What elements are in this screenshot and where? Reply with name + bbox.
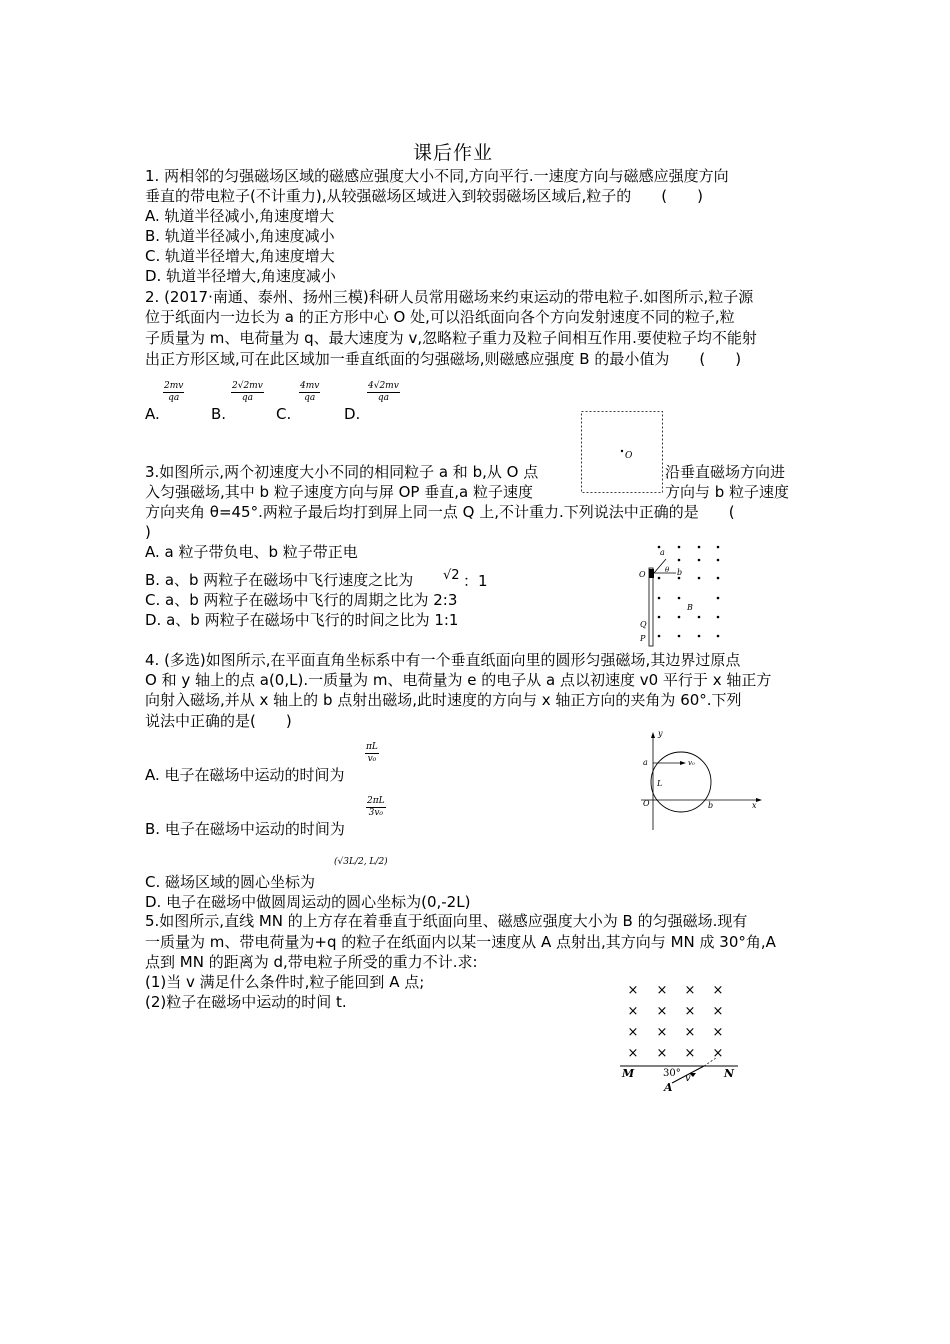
q5-subquestion-1: (1)当 v 满足什么条件时,粒子能回到 A 点;: [145, 973, 425, 991]
field-cross-mark: ×: [627, 1046, 639, 1061]
svg-text:M: M: [622, 1067, 635, 1080]
q4-option-c: C. 磁场区域的圆心坐标为: [145, 873, 316, 891]
page-title: 课后作业: [413, 142, 494, 164]
q2-stem-line4: 出正方形区域,可在此区域加一垂直纸面的匀强磁场,则磁感应强度 B 的最小值为 ( ): [145, 350, 742, 368]
svg-text:v₀: v₀: [688, 759, 695, 767]
q2-option-c-fraction: $\frac{4mv}{qa}$: [300, 381, 320, 403]
q2-option-d-letter: D.: [344, 405, 361, 423]
svg-text:O: O: [643, 799, 650, 808]
q5-field-figure: [620, 980, 740, 1092]
q3-option-b: B. a、b 两粒子在磁场中飞行速度之比为: [145, 571, 414, 589]
q3-stem-line1a: 3.如图所示,两个初速度大小不同的相同粒子 a 和 b,从 O 点: [145, 463, 539, 481]
field-cross-mark: ×: [627, 1004, 639, 1019]
q3-option-b-root: √2: [443, 568, 460, 583]
svg-text:θ: θ: [665, 566, 670, 574]
q3-stem-line2b: 方向与 b 粒子速度: [665, 483, 790, 501]
q3-option-c: C. a、b 两粒子在磁场中飞行的周期之比为 2:3: [145, 591, 458, 609]
q2-option-b-letter: B.: [211, 405, 227, 423]
field-cross-mark: ×: [627, 983, 639, 998]
svg-text:30°: 30°: [663, 1068, 681, 1079]
svg-text:a: a: [643, 758, 648, 767]
q4-stem-line1: 4. (多选)如图所示,在平面直角坐标系中有一个垂直纸面向里的圆形匀强磁场,其边界过原点: [145, 651, 741, 669]
q5-subquestion-2: (2)粒子在磁场中运动的时间 t.: [145, 993, 347, 1011]
q1-stem-line1: 1. 两相邻的匀强磁场区域的磁感应强度大小不同,方向平行.一速度方向与磁感应强度方向: [145, 167, 729, 185]
q3-stem-line3: 方向夹角 θ=45°.两粒子最后均打到屏上同一点 Q 上,不计重力.下列说法中正确的是 (: [145, 503, 735, 521]
svg-text:B: B: [687, 603, 693, 612]
svg-text:P: P: [640, 634, 646, 643]
field-cross-mark: ×: [712, 983, 724, 998]
q2-option-b-fraction: $\frac{2√2mv}{qa}$: [232, 381, 263, 403]
svg-text:y: y: [658, 729, 663, 738]
q3-stem-line2a: 入匀强磁场,其中 b 粒子速度方向与屏 OP 垂直,a 粒子速度: [145, 483, 533, 501]
q2-stem-line1: 2. (2017·南通、泰州、扬州三模)科研人员常用磁场来约束运动的带电粒子.如图所示,粒子源: [145, 288, 754, 306]
q4-option-b-fraction: $\frac{2\pi L}{\text{3v₀}}$: [367, 796, 385, 818]
q1-option-a: A. 轨道半径减小,角速度增大: [145, 207, 335, 225]
svg-text:O: O: [639, 570, 646, 579]
q3-stem-line4: ): [145, 523, 151, 541]
q2-option-a-fraction: $\frac{2mv}{qa}$: [164, 381, 184, 403]
field-cross-mark: ×: [656, 1025, 668, 1040]
q4-stem-line3: 向射入磁场,并从 x 轴上的 b 点射出磁场,此时速度的方向与 x 轴正方向的夹角为 60°.下列: [145, 691, 742, 709]
svg-text:Q: Q: [640, 620, 647, 629]
q4-stem-line2: O 和 y 轴上的点 a(0,L).一质量为 m、电荷量为 e 的电子从 a 点以初速度 v0 平行于 x 轴正方: [145, 671, 772, 689]
q2-stem-line3: 子质量为 m、电荷量为 q、最大速度为 v,忽略粒子重力及粒子间相互作用.要使粒子均不能射: [145, 329, 757, 347]
q3-option-b-ratio-tail: ：1: [463, 572, 488, 590]
q1-option-d: D. 轨道半径增大,角速度减小: [145, 267, 336, 285]
q2-option-c-letter: C.: [276, 405, 292, 423]
q3-stem-line1b: 沿垂直磁场方向进: [665, 463, 786, 481]
q3-option-d: D. a、b 两粒子在磁场中飞行的时间之比为 1:1: [145, 611, 459, 629]
field-cross-mark: ×: [684, 1046, 696, 1061]
q5-stem-line2: 一质量为 m、带电荷量为+q 的粒子在纸面内以某一速度从 A 点射出,其方向与 MN 成 30°角,A: [145, 933, 776, 951]
svg-text:L: L: [657, 779, 663, 788]
field-cross-mark: ×: [656, 1004, 668, 1019]
field-cross-mark: ×: [712, 1025, 724, 1040]
svg-text:a: a: [660, 548, 665, 557]
svg-text:b: b: [677, 568, 683, 577]
q5-stem-line1: 5.如图所示,直线 MN 的上方存在着垂直于纸面向里、磁感应强度大小为 B 的匀强磁场.现有: [145, 912, 748, 930]
q2-option-a-letter: A.: [145, 405, 160, 423]
q2-square-figure: [581, 411, 663, 493]
q4-option-a-fraction: $\frac{\pi L}{\text{v₀}}$: [366, 742, 378, 764]
q1-stem-line2: 垂直的带电粒子(不计重力),从较强磁场区域进入到较弱磁场区域后,粒子的 ( ): [145, 187, 703, 205]
field-cross-mark: ×: [656, 983, 668, 998]
q1-option-b: B. 轨道半径减小,角速度减小: [145, 227, 335, 245]
q2-option-d-fraction: $\frac{4√2mv}{qa}$: [368, 381, 399, 403]
svg-text:b: b: [708, 801, 714, 810]
field-cross-mark: ×: [684, 1004, 696, 1019]
q1-option-c: C. 轨道半径增大,角速度增大: [145, 247, 335, 265]
q4-coordinate-figure: [641, 730, 766, 835]
field-cross-mark: ×: [712, 1046, 724, 1061]
svg-text:v: v: [685, 1073, 691, 1084]
q4-option-d: D. 电子在磁场中做圆周运动的圆心坐标为(0,-2L): [145, 893, 471, 911]
q3-option-a: A. a 粒子带负电、b 粒子带正电: [145, 543, 358, 561]
q4-stem-line4: 说法中正确的是( ): [145, 712, 292, 730]
svg-text:N: N: [724, 1067, 735, 1080]
svg-text:A: A: [664, 1081, 673, 1094]
field-cross-mark: ×: [684, 1025, 696, 1040]
q3-field-figure: [636, 542, 731, 650]
field-cross-mark: ×: [712, 1004, 724, 1019]
q4-option-b: B. 电子在磁场中运动的时间为: [145, 820, 345, 838]
field-cross-mark: ×: [656, 1046, 668, 1061]
svg-text:O: O: [625, 451, 633, 461]
q4-option-a: A. 电子在磁场中运动的时间为: [145, 766, 345, 784]
field-cross-mark: ×: [627, 1025, 639, 1040]
q2-stem-line2: 位于纸面内一边长为 a 的正方形中心 O 处,可以沿纸面向各个方向发射速度不同的粒子,粒: [145, 308, 735, 326]
q5-stem-line3: 点到 MN 的距离为 d,带电粒子所受的重力不计.求:: [145, 953, 478, 971]
q4-option-c-coordinate: (√3L/2, L/2): [334, 857, 388, 867]
svg-text:x: x: [752, 801, 757, 810]
field-cross-mark: ×: [684, 983, 696, 998]
